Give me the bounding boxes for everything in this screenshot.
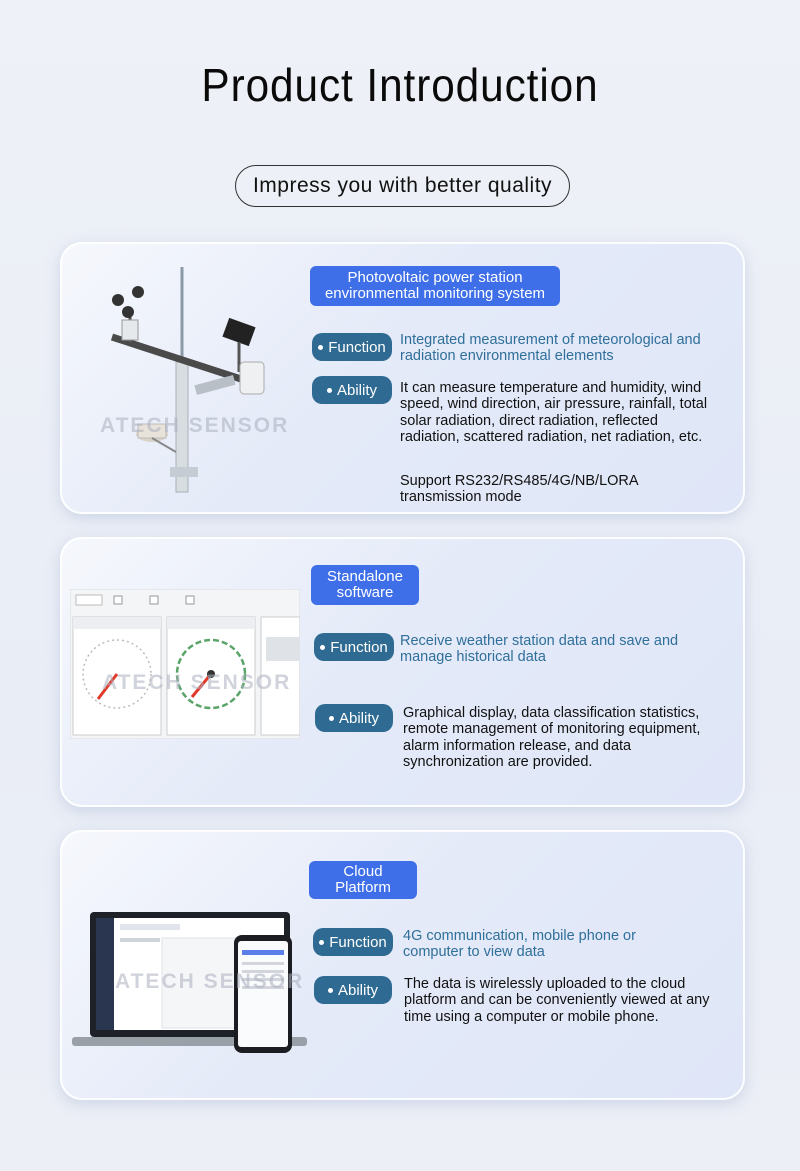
function-text: Receive weather station data and save and manage historical data [400,633,679,665]
bullet-icon [328,988,333,993]
bullet-icon [320,645,325,650]
ability-text: Graphical display, data classification statistics, remote management of monitoring equipment, alarm information release, and data synchronization are provided. [403,705,701,770]
ability-text: The data is wirelessly uploaded to the cloud platform and can be conveniently viewed at any time using a computer or mobile phone. [404,976,710,1025]
function-text: 4G communication, mobile phone or computer to view data [403,928,636,960]
software-screenshot-image [70,589,300,739]
function-pill: Function [312,333,392,361]
page-title: Product Introduction [201,59,599,111]
card-tag: Standalone software [311,565,419,605]
card-standalone-software [60,537,745,807]
subtitle-pill: Impress you with better quality [235,165,570,207]
ability-text: It can measure temperature and humidity, wind speed, wind direction, air pressure, rainfall, total solar radiation, direct radiation, reflected radiation, scattered radiation, net radiation, etc. [400,380,708,445]
function-pill: Function [313,928,393,956]
card-tag: Photovoltaic power station environmental monitoring system [310,266,560,306]
watermark: ATECH SENSOR [115,970,305,993]
function-pill: Function [314,633,394,661]
bullet-icon [329,716,334,721]
card-cloud-platform [60,830,745,1100]
weather-station-image [100,262,275,497]
card-tag: Cloud Platform [309,861,417,899]
bullet-icon [319,940,324,945]
ability-pill: Ability [314,976,392,1004]
ability-pill: Ability [312,376,392,404]
transmission-text: Support RS232/RS485/4G/NB/LORA transmission mode [400,473,638,506]
function-text: Integrated measurement of meteorological and radiation environmental elements [400,332,701,364]
watermark: ATECH SENSOR [100,414,290,437]
watermark: ATECH SENSOR [102,671,292,694]
ability-pill: Ability [315,704,393,732]
bullet-icon [327,388,332,393]
bullet-icon [318,345,323,350]
card-weather-station [60,242,745,514]
